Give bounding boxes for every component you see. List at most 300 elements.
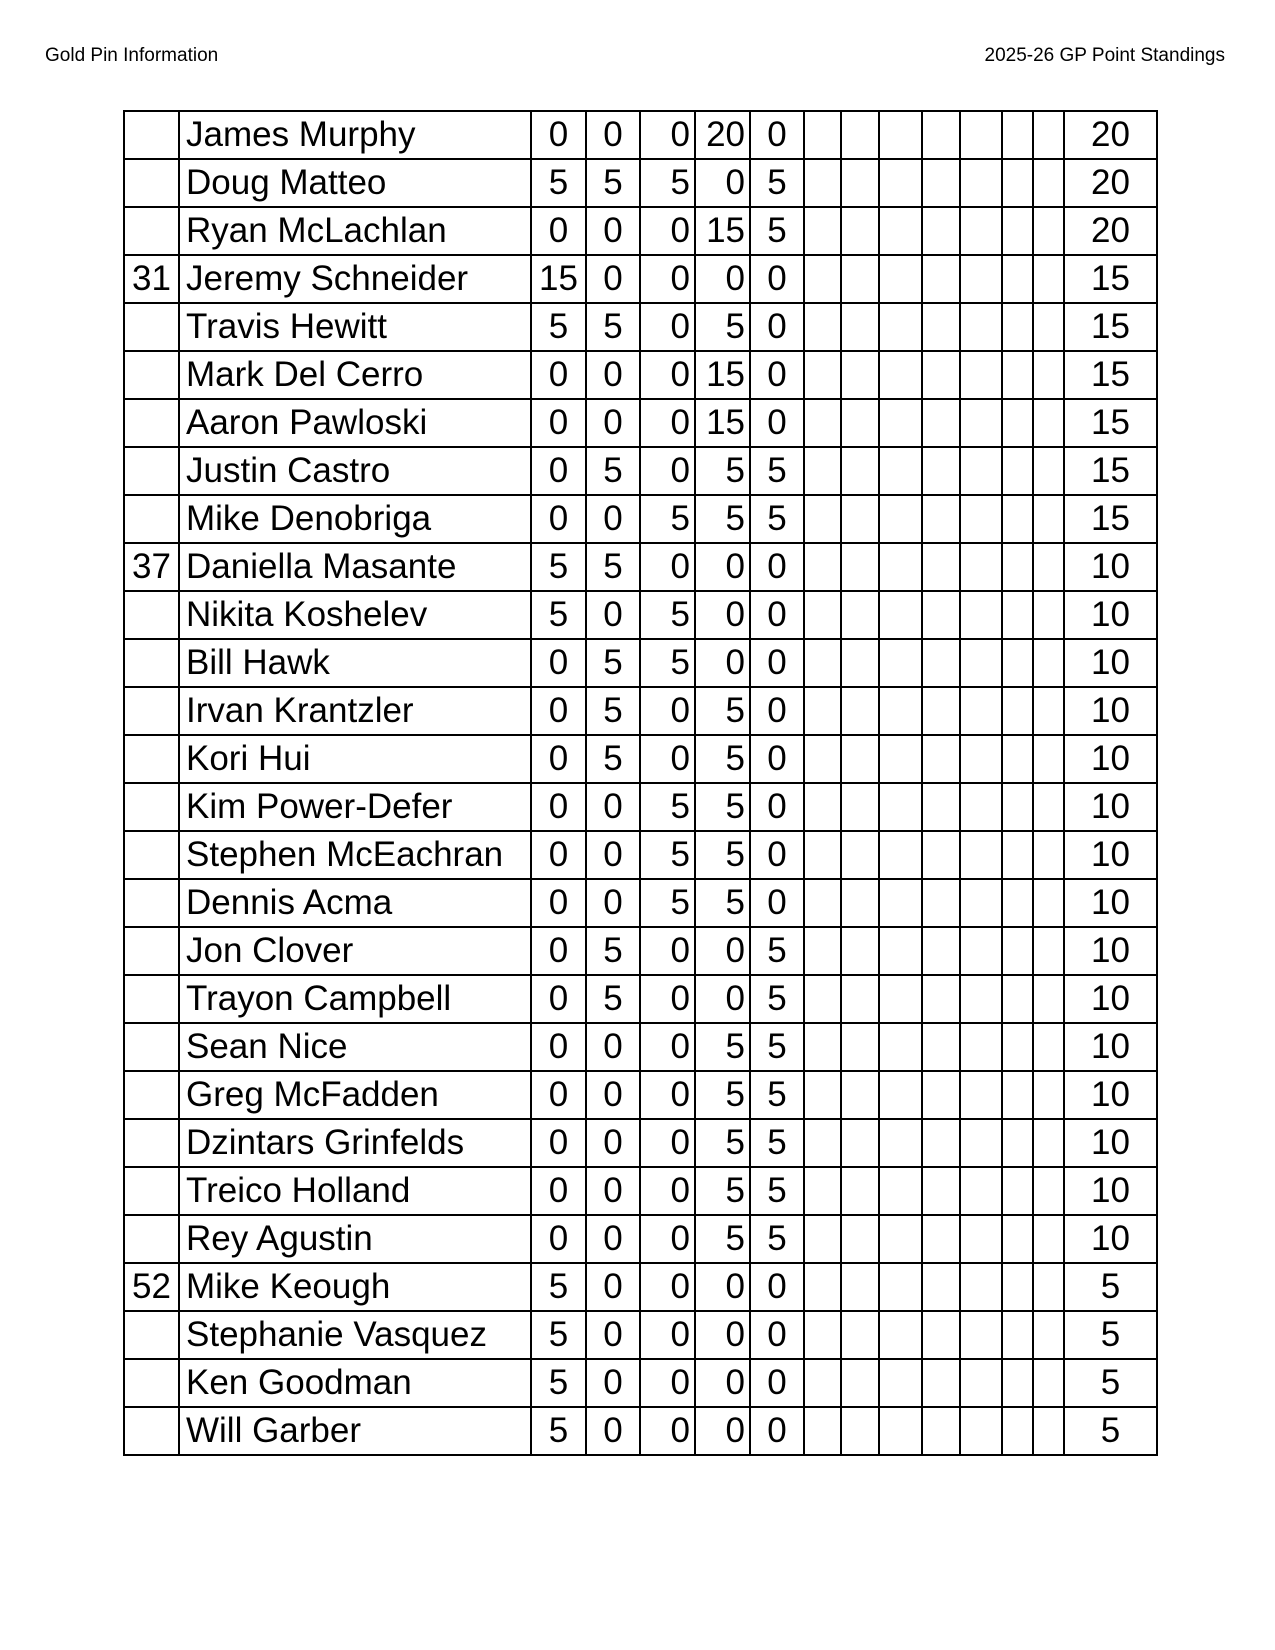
rank-cell bbox=[124, 687, 179, 735]
empty-score-cell-9 bbox=[922, 255, 960, 303]
empty-score-cell-8 bbox=[879, 159, 922, 207]
score-cell-4: 5 bbox=[695, 447, 750, 495]
empty-score-cell-7 bbox=[841, 543, 879, 591]
empty-score-cell-6 bbox=[804, 351, 841, 399]
empty-score-cell-9 bbox=[922, 159, 960, 207]
score-cell-5: 5 bbox=[750, 207, 804, 255]
table-row bbox=[124, 687, 1157, 735]
total-points-cell: 10 bbox=[1064, 1167, 1157, 1215]
total-points-cell: 10 bbox=[1064, 927, 1157, 975]
table-row bbox=[124, 879, 1157, 927]
empty-score-cell-11 bbox=[1002, 351, 1033, 399]
bowler-name-cell: Ryan McLachlan bbox=[179, 207, 531, 255]
empty-score-cell-9 bbox=[922, 975, 960, 1023]
empty-score-cell-10 bbox=[960, 831, 1002, 879]
empty-score-cell-12 bbox=[1033, 111, 1064, 159]
bowler-name-cell: Mike Keough bbox=[179, 1263, 531, 1311]
empty-score-cell-12 bbox=[1033, 783, 1064, 831]
empty-score-cell-12 bbox=[1033, 303, 1064, 351]
score-cell-4: 0 bbox=[695, 1359, 750, 1407]
rank-cell bbox=[124, 303, 179, 351]
score-cell-4: 0 bbox=[695, 639, 750, 687]
empty-score-cell-12 bbox=[1033, 543, 1064, 591]
empty-score-cell-12 bbox=[1033, 1119, 1064, 1167]
score-cell-3: 0 bbox=[640, 351, 695, 399]
empty-score-cell-7 bbox=[841, 111, 879, 159]
bowler-name-cell: Irvan Krantzler bbox=[179, 687, 531, 735]
score-cell-4: 0 bbox=[695, 1311, 750, 1359]
rank-cell bbox=[124, 207, 179, 255]
score-cell-3: 5 bbox=[640, 831, 695, 879]
score-cell-4: 5 bbox=[695, 1071, 750, 1119]
total-points-cell: 5 bbox=[1064, 1311, 1157, 1359]
bowler-name-cell: Ken Goodman bbox=[179, 1359, 531, 1407]
total-points-cell: 5 bbox=[1064, 1263, 1157, 1311]
table-row bbox=[124, 1263, 1157, 1311]
empty-score-cell-12 bbox=[1033, 447, 1064, 495]
empty-score-cell-10 bbox=[960, 207, 1002, 255]
score-cell-4: 5 bbox=[695, 1167, 750, 1215]
empty-score-cell-11 bbox=[1002, 927, 1033, 975]
empty-score-cell-8 bbox=[879, 1407, 922, 1455]
bowler-name-cell: Stephen McEachran bbox=[179, 831, 531, 879]
score-cell-1: 0 bbox=[531, 927, 586, 975]
score-cell-2: 5 bbox=[586, 303, 640, 351]
score-cell-4: 15 bbox=[695, 207, 750, 255]
score-cell-5: 0 bbox=[750, 255, 804, 303]
bowler-name-cell: Daniella Masante bbox=[179, 543, 531, 591]
table-row bbox=[124, 1119, 1157, 1167]
bowler-name-cell: Jon Clover bbox=[179, 927, 531, 975]
score-cell-2: 5 bbox=[586, 687, 640, 735]
table-row bbox=[124, 1359, 1157, 1407]
rank-cell bbox=[124, 975, 179, 1023]
rank-cell bbox=[124, 495, 179, 543]
empty-score-cell-11 bbox=[1002, 1311, 1033, 1359]
empty-score-cell-10 bbox=[960, 1215, 1002, 1263]
empty-score-cell-8 bbox=[879, 1215, 922, 1263]
score-cell-1: 0 bbox=[531, 1023, 586, 1071]
score-cell-3: 0 bbox=[640, 543, 695, 591]
empty-score-cell-6 bbox=[804, 543, 841, 591]
empty-score-cell-12 bbox=[1033, 1071, 1064, 1119]
empty-score-cell-6 bbox=[804, 1407, 841, 1455]
empty-score-cell-8 bbox=[879, 927, 922, 975]
table-row bbox=[124, 399, 1157, 447]
empty-score-cell-10 bbox=[960, 1119, 1002, 1167]
rank-cell bbox=[124, 1167, 179, 1215]
score-cell-2: 0 bbox=[586, 1071, 640, 1119]
empty-score-cell-11 bbox=[1002, 1071, 1033, 1119]
empty-score-cell-11 bbox=[1002, 639, 1033, 687]
empty-score-cell-9 bbox=[922, 1167, 960, 1215]
bowler-name-cell: Dennis Acma bbox=[179, 879, 531, 927]
score-cell-1: 0 bbox=[531, 975, 586, 1023]
empty-score-cell-6 bbox=[804, 1359, 841, 1407]
table-row bbox=[124, 735, 1157, 783]
rank-cell bbox=[124, 1215, 179, 1263]
empty-score-cell-8 bbox=[879, 879, 922, 927]
score-cell-4: 5 bbox=[695, 783, 750, 831]
empty-score-cell-12 bbox=[1033, 1167, 1064, 1215]
score-cell-3: 0 bbox=[640, 1215, 695, 1263]
score-cell-3: 0 bbox=[640, 1071, 695, 1119]
empty-score-cell-7 bbox=[841, 1119, 879, 1167]
bowler-name-cell: Justin Castro bbox=[179, 447, 531, 495]
score-cell-5: 0 bbox=[750, 1311, 804, 1359]
score-cell-1: 5 bbox=[531, 1263, 586, 1311]
empty-score-cell-8 bbox=[879, 687, 922, 735]
score-cell-2: 5 bbox=[586, 735, 640, 783]
empty-score-cell-9 bbox=[922, 495, 960, 543]
score-cell-5: 5 bbox=[750, 1167, 804, 1215]
empty-score-cell-9 bbox=[922, 879, 960, 927]
empty-score-cell-6 bbox=[804, 783, 841, 831]
empty-score-cell-9 bbox=[922, 447, 960, 495]
bowler-name-cell: Kim Power-Defer bbox=[179, 783, 531, 831]
bowler-name-cell: Kori Hui bbox=[179, 735, 531, 783]
empty-score-cell-11 bbox=[1002, 159, 1033, 207]
empty-score-cell-8 bbox=[879, 447, 922, 495]
empty-score-cell-9 bbox=[922, 735, 960, 783]
empty-score-cell-8 bbox=[879, 783, 922, 831]
empty-score-cell-11 bbox=[1002, 255, 1033, 303]
empty-score-cell-11 bbox=[1002, 879, 1033, 927]
score-cell-4: 5 bbox=[695, 495, 750, 543]
empty-score-cell-10 bbox=[960, 351, 1002, 399]
empty-score-cell-9 bbox=[922, 639, 960, 687]
score-cell-2: 0 bbox=[586, 1263, 640, 1311]
empty-score-cell-11 bbox=[1002, 783, 1033, 831]
score-cell-5: 5 bbox=[750, 159, 804, 207]
empty-score-cell-10 bbox=[960, 1359, 1002, 1407]
empty-score-cell-11 bbox=[1002, 1119, 1033, 1167]
score-cell-4: 0 bbox=[695, 159, 750, 207]
bowler-name-cell: Greg McFadden bbox=[179, 1071, 531, 1119]
empty-score-cell-12 bbox=[1033, 207, 1064, 255]
score-cell-4: 5 bbox=[695, 303, 750, 351]
score-cell-2: 0 bbox=[586, 1167, 640, 1215]
bowler-name-cell: Aaron Pawloski bbox=[179, 399, 531, 447]
table-row bbox=[124, 1023, 1157, 1071]
empty-score-cell-7 bbox=[841, 159, 879, 207]
empty-score-cell-11 bbox=[1002, 687, 1033, 735]
score-cell-1: 0 bbox=[531, 639, 586, 687]
empty-score-cell-11 bbox=[1002, 1359, 1033, 1407]
total-points-cell: 20 bbox=[1064, 111, 1157, 159]
total-points-cell: 15 bbox=[1064, 351, 1157, 399]
empty-score-cell-7 bbox=[841, 495, 879, 543]
empty-score-cell-10 bbox=[960, 1407, 1002, 1455]
rank-cell bbox=[124, 735, 179, 783]
score-cell-3: 0 bbox=[640, 1119, 695, 1167]
empty-score-cell-7 bbox=[841, 255, 879, 303]
empty-score-cell-6 bbox=[804, 1119, 841, 1167]
rank-cell bbox=[124, 783, 179, 831]
score-cell-1: 0 bbox=[531, 735, 586, 783]
score-cell-5: 0 bbox=[750, 111, 804, 159]
empty-score-cell-6 bbox=[804, 1311, 841, 1359]
empty-score-cell-9 bbox=[922, 1407, 960, 1455]
table-row bbox=[124, 351, 1157, 399]
score-cell-3: 5 bbox=[640, 783, 695, 831]
score-cell-1: 5 bbox=[531, 1359, 586, 1407]
score-cell-5: 0 bbox=[750, 687, 804, 735]
empty-score-cell-6 bbox=[804, 111, 841, 159]
empty-score-cell-6 bbox=[804, 495, 841, 543]
empty-score-cell-9 bbox=[922, 303, 960, 351]
empty-score-cell-9 bbox=[922, 1215, 960, 1263]
empty-score-cell-10 bbox=[960, 591, 1002, 639]
empty-score-cell-12 bbox=[1033, 1263, 1064, 1311]
total-points-cell: 10 bbox=[1064, 975, 1157, 1023]
score-cell-2: 0 bbox=[586, 783, 640, 831]
table-row bbox=[124, 159, 1157, 207]
score-cell-2: 0 bbox=[586, 1359, 640, 1407]
score-cell-2: 5 bbox=[586, 927, 640, 975]
score-cell-2: 0 bbox=[586, 1215, 640, 1263]
score-cell-3: 0 bbox=[640, 687, 695, 735]
empty-score-cell-10 bbox=[960, 303, 1002, 351]
score-cell-3: 5 bbox=[640, 879, 695, 927]
empty-score-cell-11 bbox=[1002, 207, 1033, 255]
empty-score-cell-10 bbox=[960, 399, 1002, 447]
empty-score-cell-11 bbox=[1002, 735, 1033, 783]
score-cell-5: 0 bbox=[750, 303, 804, 351]
empty-score-cell-11 bbox=[1002, 831, 1033, 879]
score-cell-1: 5 bbox=[531, 303, 586, 351]
score-cell-1: 5 bbox=[531, 1407, 586, 1455]
total-points-cell: 10 bbox=[1064, 1023, 1157, 1071]
empty-score-cell-9 bbox=[922, 399, 960, 447]
empty-score-cell-11 bbox=[1002, 495, 1033, 543]
empty-score-cell-12 bbox=[1033, 735, 1064, 783]
score-cell-2: 0 bbox=[586, 1023, 640, 1071]
score-cell-4: 5 bbox=[695, 1023, 750, 1071]
bowler-name-cell: Travis Hewitt bbox=[179, 303, 531, 351]
table-row bbox=[124, 111, 1157, 159]
header-title-right: 2025-26 GP Point Standings bbox=[984, 45, 1225, 66]
empty-score-cell-11 bbox=[1002, 1407, 1033, 1455]
score-cell-1: 0 bbox=[531, 783, 586, 831]
score-cell-5: 0 bbox=[750, 1407, 804, 1455]
empty-score-cell-7 bbox=[841, 687, 879, 735]
empty-score-cell-9 bbox=[922, 351, 960, 399]
empty-score-cell-8 bbox=[879, 1359, 922, 1407]
header-title-left: Gold Pin Information bbox=[45, 45, 219, 66]
empty-score-cell-10 bbox=[960, 975, 1002, 1023]
empty-score-cell-10 bbox=[960, 1311, 1002, 1359]
score-cell-2: 0 bbox=[586, 207, 640, 255]
score-cell-3: 0 bbox=[640, 1263, 695, 1311]
table-row bbox=[124, 447, 1157, 495]
rank-cell: 52 bbox=[124, 1263, 179, 1311]
empty-score-cell-11 bbox=[1002, 975, 1033, 1023]
empty-score-cell-7 bbox=[841, 639, 879, 687]
score-cell-3: 0 bbox=[640, 255, 695, 303]
bowler-name-cell: Doug Matteo bbox=[179, 159, 531, 207]
empty-score-cell-8 bbox=[879, 1263, 922, 1311]
bowler-name-cell: Trayon Campbell bbox=[179, 975, 531, 1023]
empty-score-cell-8 bbox=[879, 735, 922, 783]
table-row bbox=[124, 1167, 1157, 1215]
total-points-cell: 15 bbox=[1064, 255, 1157, 303]
table-row bbox=[124, 975, 1157, 1023]
score-cell-4: 0 bbox=[695, 1263, 750, 1311]
empty-score-cell-6 bbox=[804, 927, 841, 975]
empty-score-cell-8 bbox=[879, 543, 922, 591]
score-cell-1: 5 bbox=[531, 1311, 586, 1359]
score-cell-2: 0 bbox=[586, 399, 640, 447]
rank-cell bbox=[124, 1359, 179, 1407]
empty-score-cell-12 bbox=[1033, 639, 1064, 687]
empty-score-cell-11 bbox=[1002, 303, 1033, 351]
empty-score-cell-11 bbox=[1002, 1263, 1033, 1311]
total-points-cell: 10 bbox=[1064, 1071, 1157, 1119]
empty-score-cell-6 bbox=[804, 207, 841, 255]
score-cell-2: 0 bbox=[586, 879, 640, 927]
empty-score-cell-8 bbox=[879, 255, 922, 303]
rank-cell bbox=[124, 1119, 179, 1167]
empty-score-cell-11 bbox=[1002, 447, 1033, 495]
empty-score-cell-12 bbox=[1033, 159, 1064, 207]
empty-score-cell-7 bbox=[841, 879, 879, 927]
empty-score-cell-10 bbox=[960, 1023, 1002, 1071]
score-cell-1: 0 bbox=[531, 1167, 586, 1215]
empty-score-cell-10 bbox=[960, 927, 1002, 975]
total-points-cell: 5 bbox=[1064, 1359, 1157, 1407]
score-cell-4: 20 bbox=[695, 111, 750, 159]
empty-score-cell-7 bbox=[841, 591, 879, 639]
empty-score-cell-12 bbox=[1033, 1359, 1064, 1407]
empty-score-cell-12 bbox=[1033, 351, 1064, 399]
score-cell-3: 0 bbox=[640, 1407, 695, 1455]
empty-score-cell-9 bbox=[922, 543, 960, 591]
empty-score-cell-8 bbox=[879, 111, 922, 159]
empty-score-cell-8 bbox=[879, 399, 922, 447]
bowler-name-cell: Mark Del Cerro bbox=[179, 351, 531, 399]
empty-score-cell-11 bbox=[1002, 1023, 1033, 1071]
score-cell-2: 0 bbox=[586, 495, 640, 543]
table-row bbox=[124, 255, 1157, 303]
score-cell-1: 0 bbox=[531, 207, 586, 255]
empty-score-cell-6 bbox=[804, 879, 841, 927]
empty-score-cell-10 bbox=[960, 495, 1002, 543]
standings-table bbox=[123, 110, 1158, 1456]
score-cell-3: 0 bbox=[640, 975, 695, 1023]
score-cell-5: 0 bbox=[750, 543, 804, 591]
score-cell-4: 0 bbox=[695, 543, 750, 591]
rank-cell bbox=[124, 111, 179, 159]
score-cell-4: 5 bbox=[695, 879, 750, 927]
rank-cell bbox=[124, 399, 179, 447]
score-cell-3: 5 bbox=[640, 591, 695, 639]
empty-score-cell-12 bbox=[1033, 1215, 1064, 1263]
empty-score-cell-6 bbox=[804, 975, 841, 1023]
score-cell-5: 5 bbox=[750, 1215, 804, 1263]
empty-score-cell-6 bbox=[804, 591, 841, 639]
bowler-name-cell: Nikita Koshelev bbox=[179, 591, 531, 639]
score-cell-1: 5 bbox=[531, 591, 586, 639]
score-cell-4: 5 bbox=[695, 831, 750, 879]
score-cell-5: 0 bbox=[750, 735, 804, 783]
empty-score-cell-6 bbox=[804, 1071, 841, 1119]
empty-score-cell-7 bbox=[841, 1023, 879, 1071]
empty-score-cell-12 bbox=[1033, 1023, 1064, 1071]
empty-score-cell-9 bbox=[922, 1263, 960, 1311]
empty-score-cell-12 bbox=[1033, 591, 1064, 639]
score-cell-3: 0 bbox=[640, 1359, 695, 1407]
empty-score-cell-6 bbox=[804, 639, 841, 687]
score-cell-2: 5 bbox=[586, 447, 640, 495]
empty-score-cell-8 bbox=[879, 1071, 922, 1119]
score-cell-5: 5 bbox=[750, 975, 804, 1023]
bowler-name-cell: Treico Holland bbox=[179, 1167, 531, 1215]
empty-score-cell-9 bbox=[922, 1071, 960, 1119]
total-points-cell: 5 bbox=[1064, 1407, 1157, 1455]
score-cell-2: 0 bbox=[586, 1311, 640, 1359]
empty-score-cell-12 bbox=[1033, 399, 1064, 447]
score-cell-5: 0 bbox=[750, 639, 804, 687]
empty-score-cell-7 bbox=[841, 1215, 879, 1263]
empty-score-cell-8 bbox=[879, 495, 922, 543]
score-cell-3: 5 bbox=[640, 495, 695, 543]
total-points-cell: 15 bbox=[1064, 495, 1157, 543]
total-points-cell: 15 bbox=[1064, 303, 1157, 351]
score-cell-1: 0 bbox=[531, 1119, 586, 1167]
score-cell-5: 0 bbox=[750, 399, 804, 447]
score-cell-1: 0 bbox=[531, 879, 586, 927]
score-cell-4: 15 bbox=[695, 351, 750, 399]
empty-score-cell-7 bbox=[841, 831, 879, 879]
bowler-name-cell: Mike Denobriga bbox=[179, 495, 531, 543]
score-cell-3: 0 bbox=[640, 399, 695, 447]
table-row bbox=[124, 1071, 1157, 1119]
total-points-cell: 10 bbox=[1064, 735, 1157, 783]
empty-score-cell-10 bbox=[960, 543, 1002, 591]
total-points-cell: 10 bbox=[1064, 831, 1157, 879]
score-cell-4: 5 bbox=[695, 1215, 750, 1263]
empty-score-cell-12 bbox=[1033, 495, 1064, 543]
rank-cell bbox=[124, 927, 179, 975]
empty-score-cell-11 bbox=[1002, 591, 1033, 639]
bowler-name-cell: Dzintars Grinfelds bbox=[179, 1119, 531, 1167]
empty-score-cell-7 bbox=[841, 399, 879, 447]
empty-score-cell-7 bbox=[841, 1071, 879, 1119]
empty-score-cell-9 bbox=[922, 1311, 960, 1359]
score-cell-5: 0 bbox=[750, 831, 804, 879]
score-cell-5: 5 bbox=[750, 927, 804, 975]
score-cell-4: 0 bbox=[695, 255, 750, 303]
empty-score-cell-12 bbox=[1033, 255, 1064, 303]
score-cell-2: 0 bbox=[586, 255, 640, 303]
score-cell-3: 0 bbox=[640, 1023, 695, 1071]
empty-score-cell-6 bbox=[804, 831, 841, 879]
total-points-cell: 20 bbox=[1064, 159, 1157, 207]
score-cell-2: 0 bbox=[586, 1119, 640, 1167]
rank-cell: 37 bbox=[124, 543, 179, 591]
empty-score-cell-7 bbox=[841, 1359, 879, 1407]
empty-score-cell-12 bbox=[1033, 975, 1064, 1023]
rank-cell bbox=[124, 879, 179, 927]
score-cell-5: 5 bbox=[750, 1119, 804, 1167]
score-cell-3: 5 bbox=[640, 639, 695, 687]
empty-score-cell-9 bbox=[922, 591, 960, 639]
empty-score-cell-7 bbox=[841, 783, 879, 831]
bowler-name-cell: Sean Nice bbox=[179, 1023, 531, 1071]
bowler-name-cell: Rey Agustin bbox=[179, 1215, 531, 1263]
empty-score-cell-7 bbox=[841, 1311, 879, 1359]
